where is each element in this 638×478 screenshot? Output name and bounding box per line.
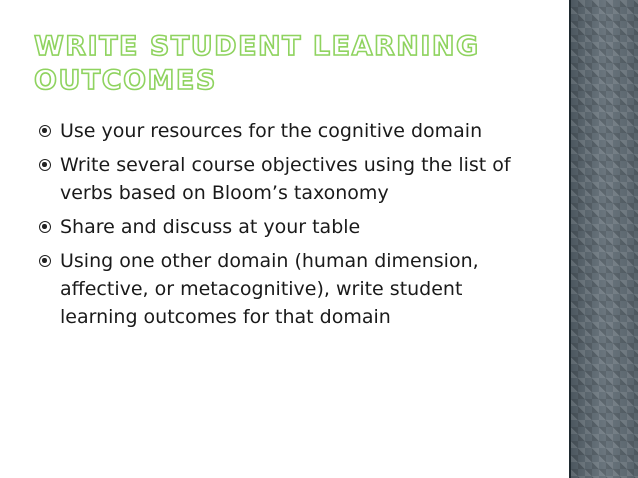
decorative-side-panel: [569, 0, 638, 478]
bullet-item: [38, 151, 538, 207]
bullet-text: Share and discuss at your table: [60, 216, 361, 238]
bullet-text: Using one other domain (human dimension, affective, or metacognitive), write student learning outcomes for that domain: [60, 250, 479, 328]
bullet-item: [38, 247, 538, 331]
target-bullet-icon: [39, 159, 51, 171]
target-bullet-icon: [39, 221, 51, 233]
bullet-item: [38, 213, 538, 241]
bullet-list: [38, 117, 538, 337]
target-bullet-icon: [39, 255, 51, 267]
target-bullet-icon: [39, 125, 51, 137]
slide-title: WRITE STUDENT LEARNING OUTCOMES: [34, 31, 480, 96]
bullet-text: Write several course objectives using the list of verbs based on Bloom’s taxonomy: [60, 154, 511, 204]
bullet-text: Use your resources for the cognitive domain: [60, 120, 483, 142]
bullet-item: [38, 117, 538, 145]
